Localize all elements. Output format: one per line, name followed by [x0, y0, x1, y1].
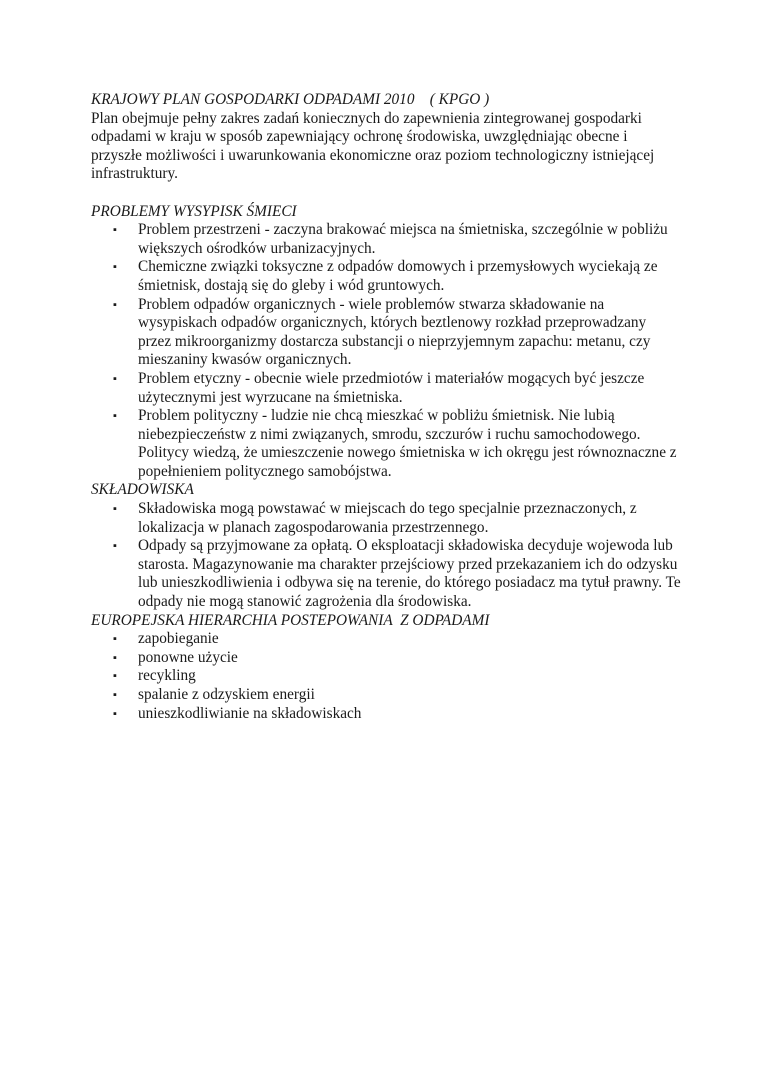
- bullet-list-skladowiska: [91, 500, 681, 612]
- spacer: [91, 184, 681, 203]
- section-heading-problemy: PROBLEMY WYSYPISK ŚMIECI: [91, 202, 297, 220]
- list-item-text: Problem polityczny - ludzie nie chcą mieszkać w pobliżu śmietnisk. Nie lubią niebezpieczeństw z nimi związanych, smrodu, szczurów i ruchu samochodowego. Politycy wiedzą, że umieszczenie nowego śmietniska w ich okręgu jest równoznaczne z popełnieniem politycznego samobójstwa.: [138, 407, 677, 480]
- list-item-text: Problem etyczny - obecnie wiele przedmiotów i materiałów mogących być jeszcze użytecznymi jest wyrzucane na śmietniska.: [138, 369, 645, 406]
- section-heading-hierarchia: EUROPEJSKA HIERARCHIA POSTEPOWANIA Z ODPADAMI: [91, 611, 490, 629]
- list-item-text: Problem przestrzeni - zaczyna brakować miejsca na śmietniska, szczególnie w pobliżu większych ośrodków urbanizacyjnych.: [138, 221, 668, 257]
- document-page: [91, 91, 681, 723]
- bullet-icon: ▪: [113, 410, 117, 423]
- list-item-text: Odpady są przyjmowane za opłatą. O eksploatacji składowiska decyduje wojewoda lub starosta. Magazynowanie ma charakter przejściowy przed przekazaniem ich do odzysku lub unieszkodliwienia i odbywa się na terenie, do którego posiadacz ma tytuł prawny. Te odpady nie mogą stanowić zagrożenia dla środowiska.: [138, 537, 681, 611]
- bullet-icon: ▪: [113, 707, 117, 720]
- list-item-text: ponowne użycie: [138, 648, 238, 666]
- list-item: [91, 649, 681, 668]
- list-item-text: Składowiska mogą powstawać w miejscach do tego specjalnie przeznaczonych, z lokalizacja w planach zagospodarowania przestrzennego.: [138, 500, 637, 536]
- bullet-icon: ▪: [113, 670, 117, 683]
- list-item: [91, 370, 681, 407]
- list-item-text: spalanie z odzyskiem energii: [138, 686, 315, 703]
- bullet-icon: ▪: [113, 224, 117, 237]
- bullet-icon: ▪: [113, 503, 117, 516]
- bullet-icon: ▪: [113, 298, 117, 311]
- bullet-list-problemy: [91, 221, 681, 481]
- bullet-icon: ▪: [113, 633, 117, 646]
- bullet-list-hierarchia: [91, 630, 681, 723]
- list-item: [91, 221, 681, 258]
- list-item: [91, 667, 681, 686]
- list-item-text: Chemiczne związki toksyczne z odpadów domowych i przemysłowych wyciekają ze śmietnisk, dostają się do gleby i wód gruntowych.: [138, 258, 658, 294]
- list-item: [91, 537, 681, 611]
- bullet-icon: ▪: [113, 261, 117, 274]
- bullet-icon: ▪: [113, 689, 117, 701]
- list-item-text: Problem odpadów organicznych - wiele problemów stwarza składowanie na wysypiskach odpadów organicznych, których beztlenowy rozkład przeprowadzany przez mikroorganizmy dostarcza substancji o nieprzyjemnym zapachu: metanu, czy mieszaniny kwasów organicznych.: [138, 295, 651, 369]
- list-item: [91, 630, 681, 649]
- list-item: [91, 296, 681, 370]
- list-item-text: unieszkodliwianie na składowiskach: [138, 704, 362, 722]
- list-item-text: recykling: [138, 667, 196, 685]
- list-item: [91, 705, 681, 724]
- list-item: [91, 686, 681, 705]
- list-item-text: zapobieganie: [138, 630, 219, 648]
- bullet-icon: ▪: [113, 372, 117, 385]
- list-item: [91, 407, 681, 481]
- bullet-icon: ▪: [113, 651, 117, 664]
- bullet-icon: ▪: [113, 540, 117, 553]
- list-item: [91, 258, 681, 295]
- list-item: [91, 500, 681, 537]
- intro-paragraph: Plan obejmuje pełny zakres zadań koniecznych do zapewnienia zintegrowanej gospodarki odpadami w kraju w sposób zapewniający ochronę środowiska, uwzględniając obecne i przyszłe możliwości i uwarunkowania ekonomiczne oraz poziom technologiczny istniejącej infrastruktury.: [91, 109, 655, 183]
- document-title: KRAJOWY PLAN GOSPODARKI ODPADAMI 2010 ( KPGO ): [91, 91, 490, 108]
- section-heading-skladowiska: SKŁADOWISKA: [91, 481, 194, 499]
